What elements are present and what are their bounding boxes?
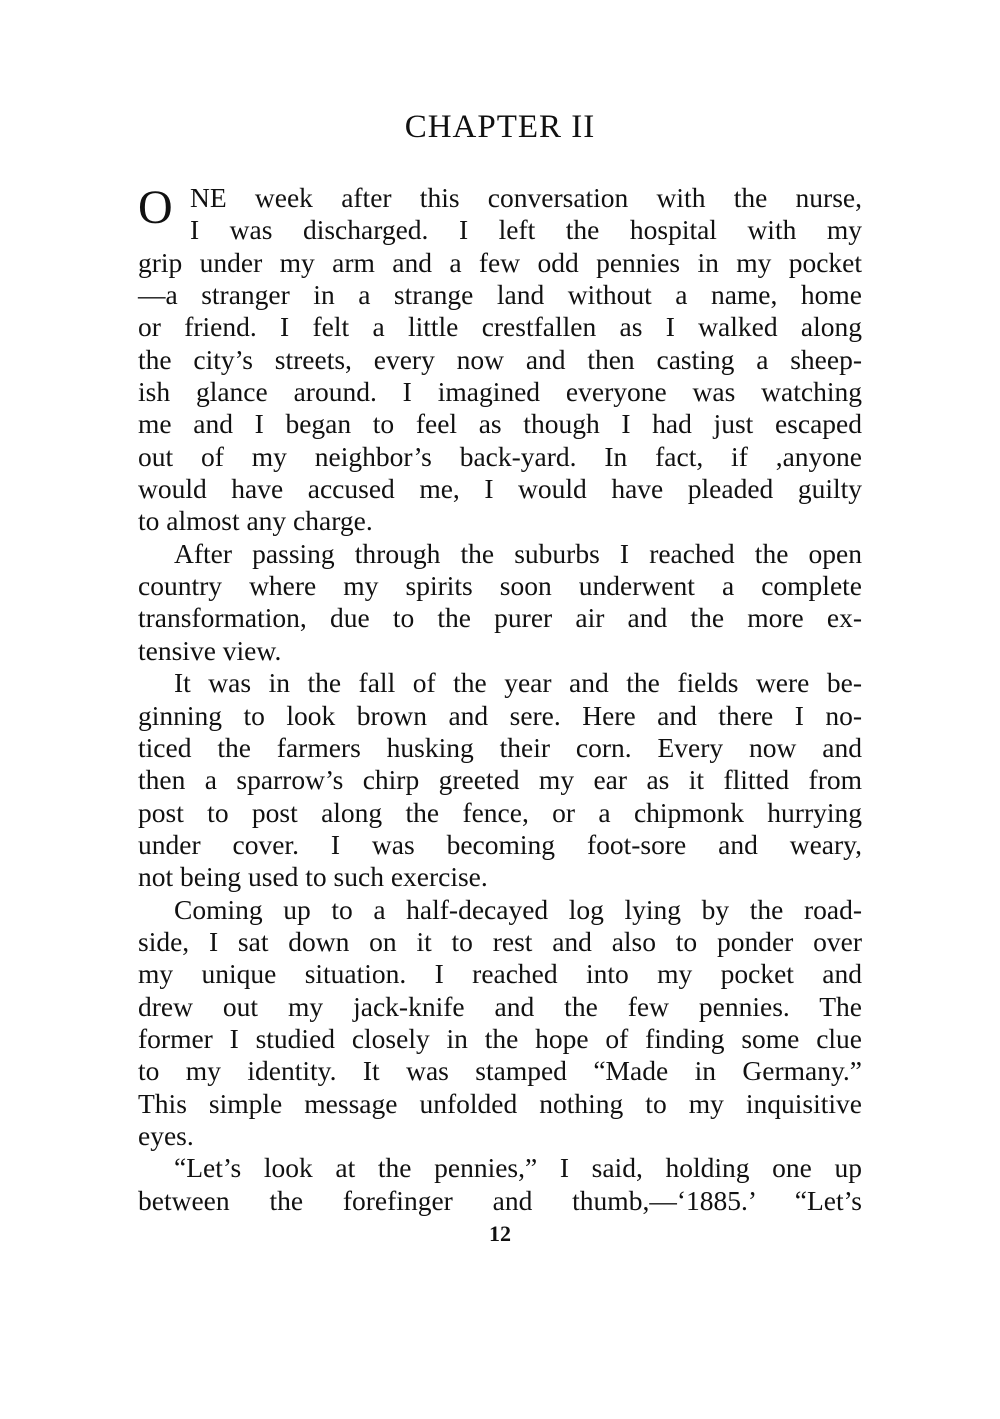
text-line: country where my spirits soon underwent a complete: [138, 570, 862, 602]
text-line: side, I sat down on it to rest and also to ponder over: [138, 925, 862, 957]
page-number: 12: [489, 1221, 511, 1246]
text-line: under cover. I was becoming foot-sore and weary,: [138, 828, 862, 860]
text-line: my unique situation. I reached into my pocket and: [138, 958, 862, 990]
chapter-body-text: [138, 182, 862, 1217]
chapter-heading: CHAPTER II: [404, 109, 596, 145]
text-line: “Let’s look at the pennies,” I said, holding one up: [174, 1152, 862, 1184]
text-line: drew out my jack-knife and the few pennies. The: [138, 990, 862, 1022]
text-line: I was discharged. I left the hospital with my: [190, 214, 862, 246]
text-line: It was in the fall of the year and the fields were be-: [174, 667, 862, 699]
text-line: not being used to such exercise.: [138, 861, 488, 893]
text-line: transformation, due to the purer air and the more ex-: [138, 602, 862, 634]
text-line: This simple message unfolded nothing to my inquisitive: [138, 1087, 862, 1119]
text-line: grip under my arm and a few odd pennies in my pocket: [138, 246, 862, 278]
text-line: between the forefinger and thumb,—‘1885.’ “Let’s: [138, 1184, 862, 1216]
text-line: then a sparrow’s chirp greeted my ear as it flitted from: [138, 764, 862, 796]
text-line: After passing through the suburbs I reached the open: [174, 537, 862, 569]
text-line: to almost any charge.: [138, 505, 373, 537]
text-line: eyes.: [138, 1119, 194, 1151]
text-line: tensive view.: [138, 634, 282, 666]
text-line: me and I began to feel as though I had just escaped: [138, 408, 862, 440]
text-line: the city’s streets, every now and then casting a sheep-: [138, 343, 862, 375]
text-line: former I studied closely in the hope of finding some clue: [138, 1022, 862, 1054]
text-line: would have accused me, I would have pleaded guilty: [138, 473, 862, 505]
text-line: or friend. I felt a little crestfallen as I walked along: [138, 311, 862, 343]
text-line: to my identity. It was stamped “Made in Germany.”: [138, 1055, 862, 1087]
text-line: NE week after this conversation with the nurse,: [190, 182, 862, 213]
text-line: ish glance around. I imagined everyone was watching: [138, 376, 862, 408]
text-line: —a stranger in a strange land without a name, home: [138, 279, 862, 311]
drop-cap-letter: O: [138, 181, 173, 234]
text-line: ticed the farmers husking their corn. Every now and: [138, 731, 862, 763]
text-line: post to post along the fence, or a chipmonk hurrying: [138, 796, 862, 828]
text-line: out of my neighbor’s back-yard. In fact, if ,anyone: [138, 440, 862, 472]
text-line: Coming up to a half-decayed log lying by the road-: [174, 893, 862, 925]
text-line: ginning to look brown and sere. Here and there I no-: [138, 699, 862, 731]
